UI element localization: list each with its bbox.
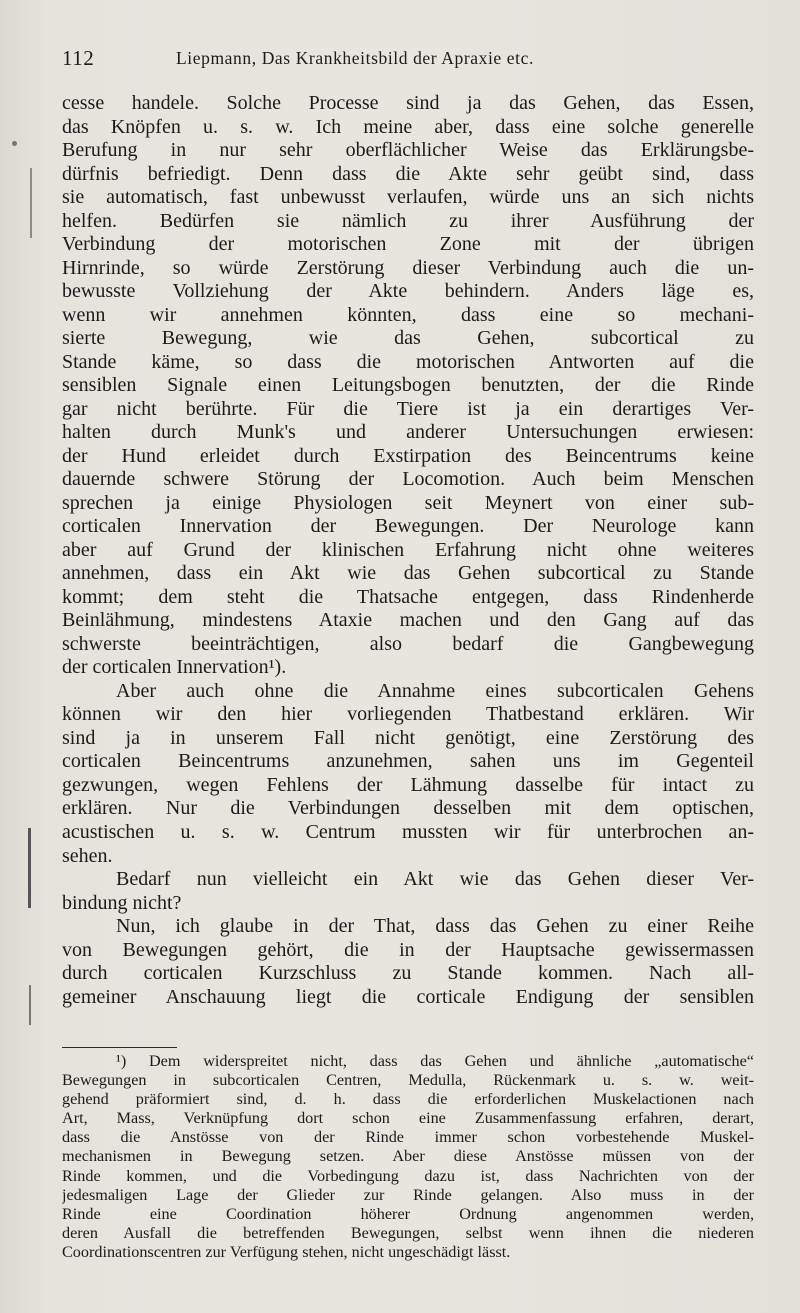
footnote-line: gehend präformiert sind, d. h. dass die erforderlichen Muskelactionen nach — [62, 1090, 754, 1109]
footnote-line: deren Ausfall die betreffenden Bewegungen, selbst wenn ihnen die niederen — [62, 1223, 754, 1242]
text-line: sie automatisch, fast unbewusst verlaufen, würde uns an sich nichts — [62, 186, 754, 209]
text-line: sensiblen Signale einen Leitungsbogen benutzten, der die Rinde — [62, 374, 754, 397]
footnote-line: Rinde kommen, und die Vorbedingung dazu ist, dass Nachrichten von der — [62, 1166, 754, 1185]
running-head: Liepmann, Das Krankheitsbild der Apraxie etc. — [176, 48, 534, 68]
footnote-line: mechanismen in Bewegung setzen. Aber diese Anstösse müssen von der — [62, 1147, 754, 1166]
text-line: sind ja in unserem Fall nicht genötigt, eine Zerstörung des — [62, 726, 754, 749]
text-line: der Hund erleidet durch Exstirpation des Beincentrums keine — [62, 444, 754, 467]
text-line: der corticalen Innervation¹). — [62, 656, 287, 679]
footnote — [62, 1052, 754, 1262]
text-line: Stande käme, so dass die motorischen Antworten auf die — [62, 350, 754, 373]
text-line: Bedarf nun vielleicht ein Akt wie das Gehen dieser Ver- — [116, 868, 754, 891]
text-line: halten durch Munk's und anderer Untersuchungen erwiesen: — [62, 421, 754, 444]
text-line: bewusste Vollziehung der Akte behindern. Anders läge es, — [62, 280, 754, 303]
margin-dot — [12, 141, 17, 146]
text-line: corticalen Innervation der Bewegungen. Der Neurologe kann — [62, 515, 754, 538]
text-line: schwerste beeinträchtigen, also bedarf die Gangbewegung — [62, 632, 754, 655]
text-line: kommt; dem steht die Thatsache entgegen, dass Rindenherde — [62, 585, 754, 608]
text-line: Aber auch ohne die Annahme eines subcorticalen Gehens — [116, 679, 754, 702]
text-line: annehmen, dass ein Akt wie das Gehen subcortical zu Stande — [62, 562, 754, 585]
text-line: dürfnis befriedigt. Denn dass die Akte sehr geübt sind, dass — [62, 162, 754, 185]
text-line: von Bewegungen gehört, die in der Hauptsache gewissermassen — [62, 938, 754, 961]
text-line: Nun, ich glaube in der That, dass das Gehen zu einer Reihe — [116, 915, 754, 938]
text-line: gar nicht berührte. Für die Tiere ist ja ein derartiges Ver- — [62, 397, 754, 420]
footnote-line: jedesmaligen Lage der Glieder zur Rinde gelangen. Also muss in der — [62, 1185, 754, 1204]
text-line: Verbindung der motorischen Zone mit der übrigen — [62, 233, 754, 256]
text-line: Beinlähmung, mindestens Ataxie machen und den Gang auf das — [62, 609, 754, 632]
footnote-line: ¹) Dem widerspreitet nicht, dass das Gehen und ähnliche „automatische“ — [116, 1052, 754, 1070]
text-line: sierte Bewegung, wie das Gehen, subcortical zu — [62, 327, 754, 350]
footnote-line: Coordinationscentren zur Verfügung stehen, nicht ungeschädigt lässt. — [62, 1242, 511, 1261]
text-line: gezwungen, wegen Fehlens der Lähmung dasselbe für intact zu — [62, 773, 754, 796]
body-text — [62, 92, 754, 1009]
text-line: bindung nicht? — [62, 891, 182, 914]
margin-mark-top — [30, 168, 32, 238]
text-line: helfen. Bedürfen sie nämlich zu ihrer Ausführung der — [62, 209, 754, 232]
page-number: 112 — [62, 46, 95, 70]
text-line: corticalen Beincentrums anzunehmen, sahen uns im Gegenteil — [62, 750, 754, 773]
text-line: sehen. — [62, 844, 113, 867]
text-line: Hirnrinde, so würde Zerstörung dieser Verbindung auch die un- — [62, 256, 754, 279]
text-line: acustischen u. s. w. Centrum mussten wir für unterbrochen an- — [62, 820, 754, 843]
footnote-line: dass die Anstösse von der Rinde immer schon vorbestehende Muskel- — [62, 1128, 754, 1147]
footnote-rule — [62, 1047, 177, 1048]
text-line: können wir den hier vorliegenden Thatbestand erklären. Wir — [62, 703, 754, 726]
footnote-line: Art, Mass, Verknüpfung dort schon eine Zusammenfassung erfahren, derart, — [62, 1109, 754, 1128]
page-header — [62, 46, 752, 74]
footnote-line: Bewegungen in subcorticalen Centren, Medulla, Rückenmark u. s. w. weit- — [62, 1071, 754, 1090]
text-line: Berufung in nur sehr oberflächlicher Weise das Erklärungsbe- — [62, 139, 754, 162]
text-line: cesse handele. Solche Processe sind ja das Gehen, das Essen, — [62, 92, 754, 114]
text-line: erklären. Nur die Verbindungen desselben mit dem optischen, — [62, 797, 754, 820]
margin-mark-bottom — [29, 985, 31, 1025]
margin-mark-middle — [28, 828, 31, 908]
text-line: gemeiner Anschauung liegt die corticale Endigung der sensiblen — [62, 985, 754, 1008]
text-line: wenn wir annehmen könnten, dass eine so mechani- — [62, 303, 754, 326]
footnote-line: Rinde eine Coordination höherer Ordnung angenommen werden, — [62, 1204, 754, 1223]
text-line: aber auf Grund der klinischen Erfahrung nicht ohne weiteres — [62, 538, 754, 561]
text-line: dauernde schwere Störung der Locomotion. Auch beim Menschen — [62, 468, 754, 491]
text-line: durch corticalen Kurzschluss zu Stande kommen. Nach all- — [62, 962, 754, 985]
text-line: sprechen ja einige Physiologen seit Meynert von einer sub- — [62, 491, 754, 514]
text-line: das Knöpfen u. s. w. Ich meine aber, dass eine solche generelle — [62, 115, 754, 138]
